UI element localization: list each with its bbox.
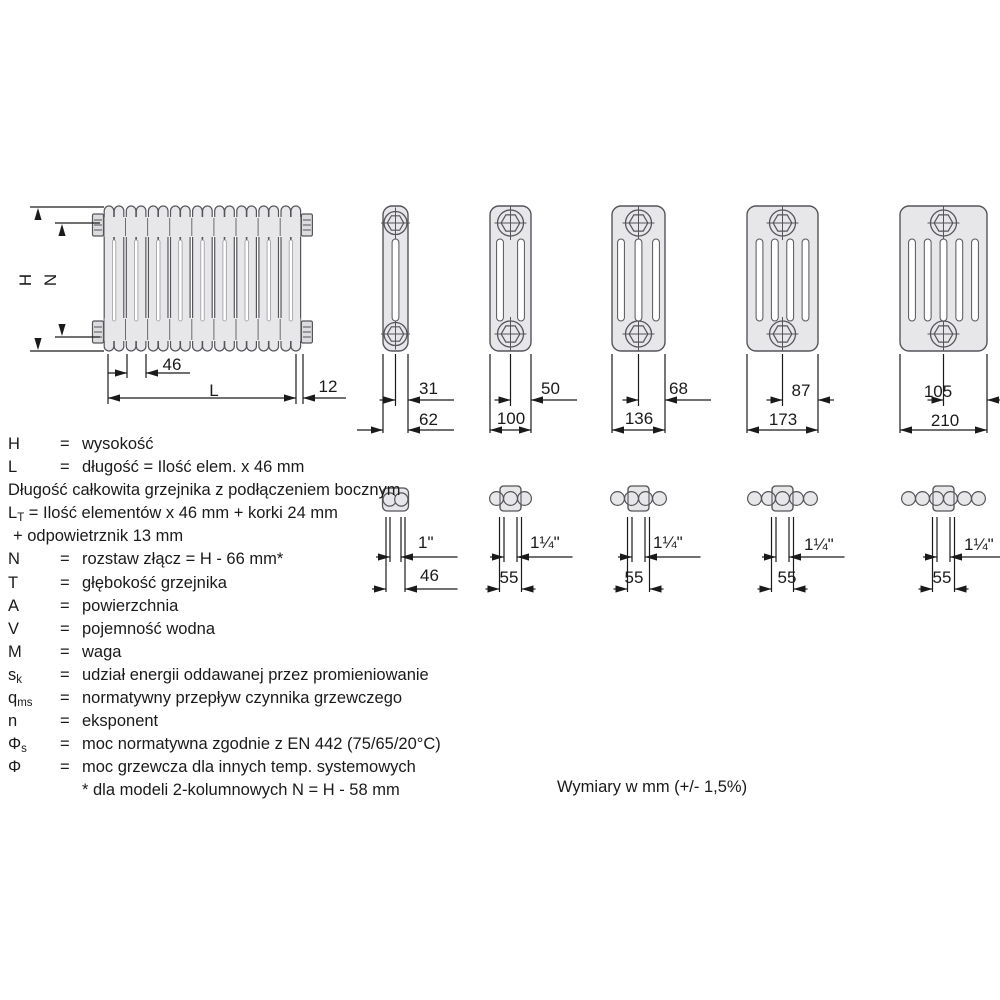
legend-row — [8, 641, 488, 664]
side-view-2col-half-depth: 31 — [419, 379, 438, 398]
legend-equals: = — [60, 596, 70, 615]
legend-symbol: Φs — [8, 735, 27, 756]
legend-equals: = — [60, 758, 70, 777]
legend-row — [8, 525, 488, 548]
side-view-3-columns — [490, 206, 577, 434]
front-nipple-spacing-label: N — [41, 273, 60, 287]
legend-equals: = — [60, 573, 70, 592]
legend-text: LT = Ilość elementów x 46 mm + korki 24 mm — [8, 504, 338, 525]
front-view — [30, 206, 346, 404]
legend-description: moc normatywna zgodnie z EN 442 (75/65/20°C) — [82, 735, 441, 754]
legend-description: pojemność wodna — [82, 619, 215, 638]
front-element-pitch-label: 46 — [162, 355, 182, 374]
legend-text: + odpowietrznik 13 mm — [13, 527, 184, 546]
top-view-5col-pitch: 55 — [777, 568, 797, 587]
legend-equals: = — [60, 642, 70, 661]
legend-description: rozstaw złącz = H - 66 mm* — [82, 550, 284, 569]
side-view-5col-depth: 173 — [768, 410, 798, 429]
legend-symbol: sk — [8, 665, 22, 686]
legend-description: waga — [82, 642, 122, 661]
legend-description: udział energii oddawanej przez promieniowanie — [82, 665, 429, 684]
legend-text: Długość całkowita grzejnika z podłączeniem bocznym — [8, 481, 401, 500]
legend-symbol: N — [8, 550, 20, 569]
legend-row — [8, 456, 488, 479]
top-view-3col-pitch: 55 — [499, 568, 519, 587]
side-view-3col-half-depth: 50 — [541, 379, 560, 398]
legend-equals: = — [60, 435, 70, 453]
side-view-4col-half-depth: 68 — [669, 379, 688, 398]
legend-row — [8, 756, 488, 779]
legend-symbol: V — [8, 619, 20, 638]
side-view-3col-depth: 100 — [496, 409, 526, 428]
side-view-4-columns — [612, 206, 711, 434]
legend-text: * dla modeli 2-kolumnowych N = H - 58 mm — [82, 781, 400, 800]
legend-symbol: T — [8, 573, 19, 592]
legend-equals: = — [60, 458, 70, 477]
legend-equals: = — [60, 665, 70, 684]
side-view-2col-depth: 62 — [419, 410, 438, 429]
legend-equals: = — [60, 689, 70, 708]
legend-description: głębokość grzejnika — [82, 573, 227, 592]
side-view-6col-depth: 210 — [930, 411, 960, 430]
side-view-2-columns — [357, 206, 454, 434]
dimensions-note: Wymiary w mm (+/- 1,5%) — [557, 778, 748, 796]
legend-row — [8, 595, 488, 618]
legend-row — [8, 733, 488, 756]
legend-row — [8, 479, 488, 502]
legend-equals: = — [60, 712, 70, 731]
side-view-5col-half-depth: 87 — [791, 381, 811, 400]
top-view-2col-connection: 1" — [418, 533, 434, 552]
legend-row — [8, 664, 488, 687]
legend-description: normatywny przepływ czynnika grzewczego — [82, 689, 403, 708]
side-view-4col-depth: 136 — [624, 409, 654, 428]
legend-row — [8, 687, 488, 710]
legend-description: wysokość — [82, 435, 154, 453]
legend-description: długość = Ilość elem. x 46 mm — [82, 458, 305, 477]
top-view-6col-connection: 1¼" — [964, 535, 994, 554]
top-view-5col-connection: 1¼" — [804, 535, 834, 554]
legend-symbol: H — [8, 435, 20, 453]
symbol-legend — [8, 433, 488, 803]
legend-symbol: M — [8, 642, 22, 661]
legend-equals: = — [60, 735, 70, 754]
legend-row — [8, 433, 488, 456]
legend-description: moc grzewcza dla innych temp. systemowych — [82, 758, 416, 777]
side-view-6col-half-depth: 105 — [923, 382, 953, 401]
legend-equals: = — [60, 619, 70, 638]
front-height-label: H — [16, 273, 35, 287]
legend-description: eksponent — [82, 712, 159, 731]
front-length-label: L — [209, 381, 219, 400]
legend-row — [8, 710, 488, 733]
top-view-3col-connection: 1¼" — [530, 533, 560, 552]
legend-row — [8, 779, 488, 802]
legend-symbol: L — [8, 458, 18, 477]
legend-description: powierzchnia — [82, 596, 179, 615]
top-view-4col-connection: 1¼" — [653, 533, 683, 552]
top-view-6col-pitch: 55 — [932, 568, 952, 587]
legend-row — [8, 548, 488, 571]
legend-symbol: n — [8, 712, 18, 731]
legend-equals: = — [60, 550, 70, 569]
legend-row — [8, 618, 488, 641]
top-view-2col-pitch: 46 — [420, 566, 439, 585]
legend-row — [8, 572, 488, 595]
legend-symbol: Φ — [8, 758, 22, 777]
legend-row — [8, 502, 488, 525]
legend-symbol: qms — [8, 689, 33, 710]
front-end-offset-label: 12 — [318, 377, 338, 396]
legend-symbol: A — [8, 596, 20, 615]
top-view-4col-pitch: 55 — [624, 568, 644, 587]
